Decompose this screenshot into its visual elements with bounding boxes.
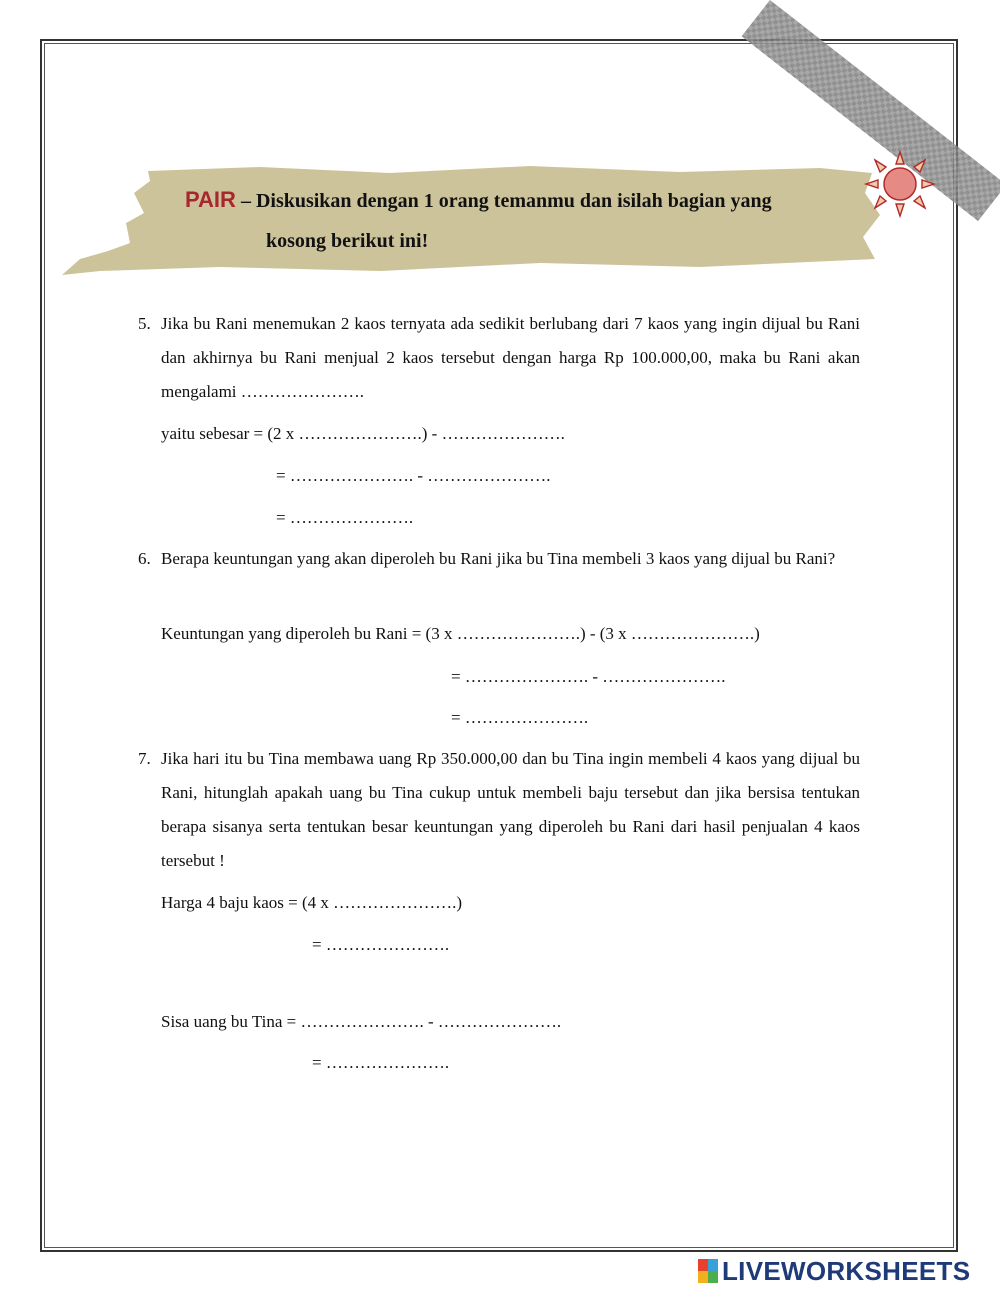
answer-line[interactable]: yaitu sebesar = (2 x ………………….) - …………………. (161, 424, 565, 443)
question-number: 6. (138, 549, 151, 568)
brand-name: LIVEWORKSHEETS (722, 1255, 971, 1286)
banner-instruction: – Diskusikan dengan 1 orang temanmu dan isilah bagian yang (235, 190, 772, 212)
question-5 (138, 307, 860, 409)
question-text: Jika hari itu bu Tina membawa uang Rp 350.000,00 dan bu Tina ingin membeli 4 kaos yang dijual bu Rani, hitunglah apakah uang bu Tina cukup untuk membeli baju tersebut dan jika bersisa tentukan berapa sisanya serta tentukan besar keuntungan yang diperoleh bu Rani dari hasil penjualan 4 kaos tersebut ! (161, 749, 860, 870)
liveworksheets-logo-icon (698, 1259, 718, 1283)
answer-line[interactable]: = …………………. (276, 508, 414, 527)
sun-icon (860, 150, 940, 218)
footer-logo (698, 1256, 970, 1286)
question-6 (138, 542, 860, 576)
answer-line[interactable]: = …………………. - …………………. (451, 667, 726, 686)
banner-paper-shape (60, 163, 890, 276)
question-text: Jika bu Rani menemukan 2 kaos ternyata ada sedikit berlubang dari 7 kaos yang ingin dijual bu Rani dan akhirnya bu Rani menjual 2 kaos tersebut dengan harga Rp 100.000,00, maka bu Rani akan mengalami …………………. (161, 314, 860, 401)
pair-label: PAIR (185, 187, 236, 212)
answer-line[interactable]: Sisa uang bu Tina = …………………. - …………………. (161, 1012, 562, 1031)
answer-line[interactable]: = …………………. - …………………. (276, 466, 551, 485)
banner-line-2: kosong berikut ini! (266, 230, 429, 252)
answer-line[interactable]: Harga 4 baju kaos = (4 x ………………….) (161, 893, 463, 912)
question-7 (138, 742, 860, 878)
instruction-banner (60, 163, 890, 276)
answer-line[interactable]: Keuntungan yang diperoleh bu Rani = (3 x ………………….) - (3 x ………………….) (161, 624, 760, 643)
answer-line[interactable]: = …………………. (451, 708, 589, 727)
question-text: Berapa keuntungan yang akan diperoleh bu Rani jika bu Tina membeli 3 kaos yang dijual bu Rani? (161, 549, 836, 568)
answer-line[interactable]: = …………………. (312, 935, 450, 954)
question-number: 7. (138, 749, 151, 768)
answer-line[interactable]: = …………………. (312, 1053, 450, 1072)
banner-line-1 (185, 187, 772, 213)
question-number: 5. (138, 314, 151, 333)
